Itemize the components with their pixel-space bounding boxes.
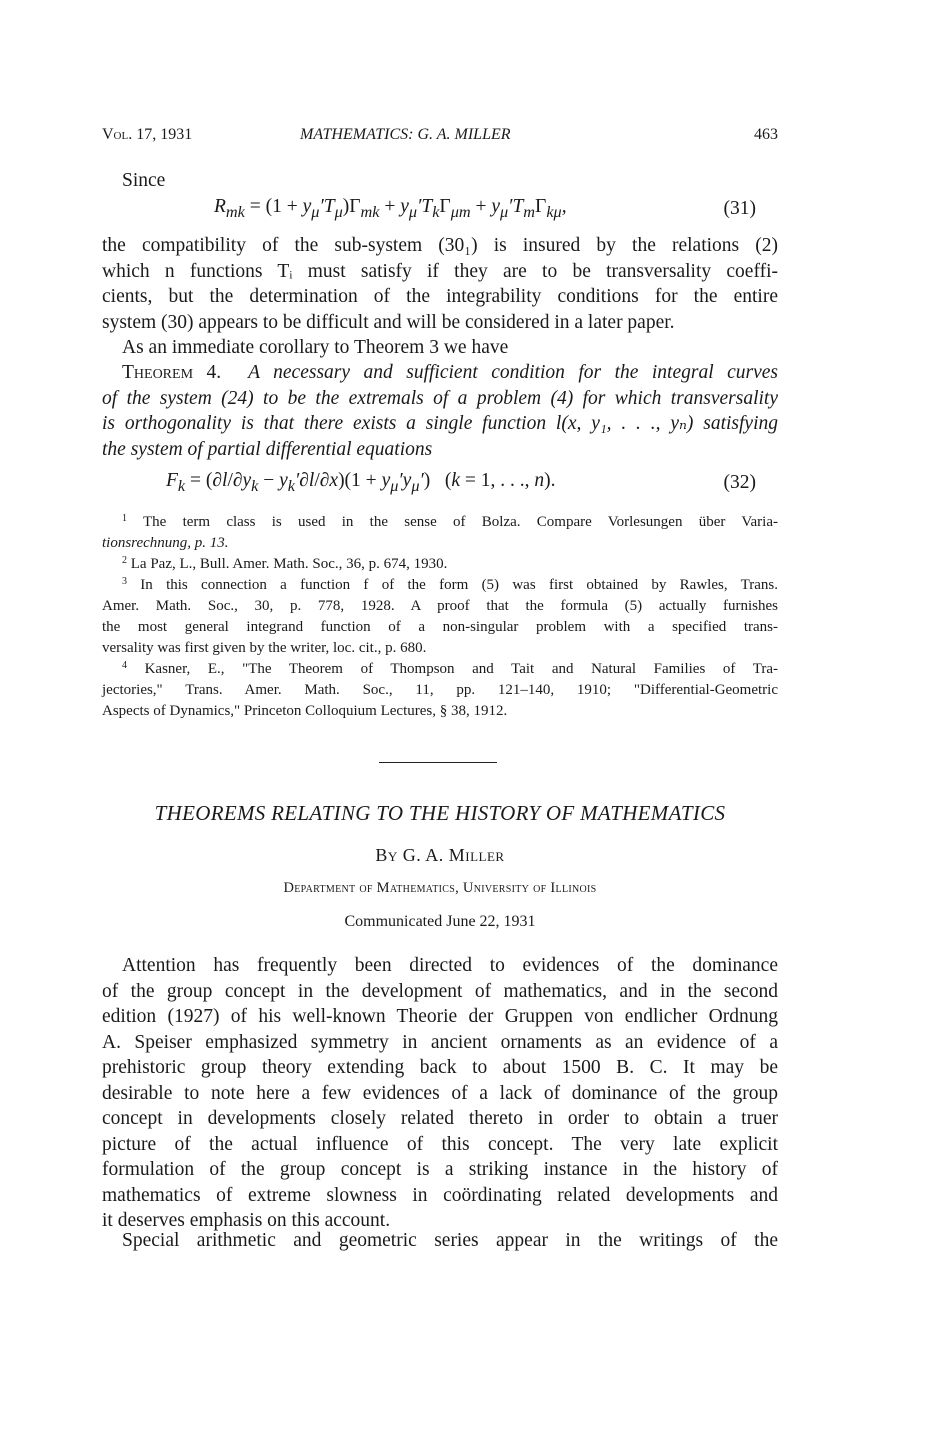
text-line: edition (1927) of his well-known Theorie der Gruppen von endlicher Ordnung (102, 1006, 778, 1027)
text-line: Special arithmetic and geometric series appear in the writings of the (122, 1230, 778, 1251)
text-line: it deserves emphasis on this account. (102, 1210, 391, 1231)
footnote-3 (102, 571, 778, 659)
footnote-text: versality was first given by the writer, loc. cit., p. 680. (102, 640, 427, 656)
equation-32-number: (32) (723, 472, 756, 493)
footnote-text: Aspects of Dynamics," Princeton Colloquium Lectures, § 38, 1912. (102, 703, 508, 719)
article-body-continued (102, 1228, 778, 1254)
text-line: system (30) appears to be difficult and will be considered in a later paper. (102, 311, 675, 333)
theorem-text: A necessary and sufficient condition for the integral curves (248, 362, 779, 383)
text-line: the compatibility of the sub-system (30₁) is insured by the relations (2) (102, 235, 778, 256)
theorem-first-line (102, 360, 778, 386)
theorem-4 (102, 360, 778, 462)
footnote-text: Kasner, E., "The Theorem of Thompson and Tait and Natural Families of Tra- (144, 661, 778, 677)
article-body (102, 953, 778, 1234)
footnote-text: tionsrechnung, p. 13. (102, 535, 229, 551)
footnote-text: Amer. Math. Soc., 30, p. 778, 1928. A proof that the formula (5) actually furnishes (102, 598, 778, 614)
article-title: THEOREMS RELATING TO THE HISTORY OF MATHEMATICS (154, 801, 726, 825)
volume-info: Vol. 17, 1931 (102, 126, 193, 143)
running-title: MATHEMATICS: G. A. MILLER (300, 126, 511, 143)
footnote-marker: 4 (122, 660, 127, 671)
footnote-text: the most general integrand function of a non-singular problem with a specified trans- (102, 619, 778, 635)
text-line: A. Speiser emphasized symmetry in ancient ornaments as an evidence of a (102, 1031, 778, 1053)
footnote-text: jectories," Trans. Amer. Math. Soc., 11, pp. 121–140, 1910; "Differential-Geometric (102, 682, 778, 698)
since-word: Since (122, 170, 166, 191)
text-line: desirable to note here a few evidences of a lack of dominance of the group (102, 1082, 778, 1104)
footnote-1 (102, 508, 778, 554)
text-line: Attention has frequently been directed to evidences of the dominance (122, 955, 778, 976)
footnote-text: The term class is used in the sense of Bolza. Compare Vorlesungen über Varia- (143, 514, 778, 530)
text-line: formulation of the group concept is a striking instance in the history of (102, 1159, 778, 1180)
running-header (102, 126, 778, 148)
theorem-label: Theorem 4. (122, 362, 222, 383)
text-line: As an immediate corollary to Theorem 3 we have (122, 337, 509, 358)
article-byline: By G. A. Miller (375, 845, 505, 865)
text-line: cients, but the determination of the integrability conditions for the entire (102, 286, 778, 307)
theorem-line: of the system (24) to be the extremals of a problem (4) for which transversality (102, 387, 778, 409)
footnote-marker: 3 (122, 576, 127, 587)
text-line: picture of the actual influence of this concept. The very late explicit (102, 1133, 778, 1155)
equation-31: $R_{mk} = (1 + y_\mu'T_\mu)\Gamma_{mk} + y_\mu'T_k\Gamma_{\mu m} + y_\mu'T_m\Gamma_{k\mu}$, (214, 196, 567, 221)
paragraph-compatibility (102, 233, 778, 335)
equation-32: $F_k = (\partial l/\partial y_k - y_k'\partial l/\partial x)(1 + y_\mu'y_\mu') (k = 1$, . . ., n). (166, 470, 556, 495)
text-line: which n functions Tᵢ must satisfy if they are to be transversality coeffi- (102, 260, 778, 282)
communicated-date: Communicated June 22, 1931 (344, 913, 536, 930)
footnote-marker: 2 (122, 555, 127, 566)
text-line: prehistoric group theory extending back to about 1500 B. C. It may be (102, 1057, 778, 1078)
footnote-text: La Paz, L., Bull. Amer. Math. Soc., 36, p. 674, 1930. (130, 556, 448, 572)
page-number: 463 (754, 126, 778, 143)
equation-31-number: (31) (723, 198, 756, 219)
paragraph-corollary (122, 335, 778, 361)
footnote-text: In this connection a function f of the form (5) was first obtained by Rawles, Trans. (140, 577, 778, 593)
footnote-marker: 1 (122, 513, 127, 524)
text-line: of the group concept in the development of mathematics, and in the second (102, 980, 778, 1002)
author-affiliation: Department of Mathematics, University of Illinois (283, 880, 597, 896)
section-divider (379, 762, 497, 763)
theorem-line: is orthogonality is that there exists a single function l(x, y₁, . . ., yₙ) satisfying (102, 413, 778, 434)
text-line: concept in developments closely related thereto in order to obtain a truer (102, 1108, 778, 1129)
text-line: mathematics of extreme slowness in coördinating related developments and (102, 1184, 778, 1206)
footnote-4 (102, 655, 778, 722)
theorem-line: the system of partial differential equations (102, 438, 433, 460)
